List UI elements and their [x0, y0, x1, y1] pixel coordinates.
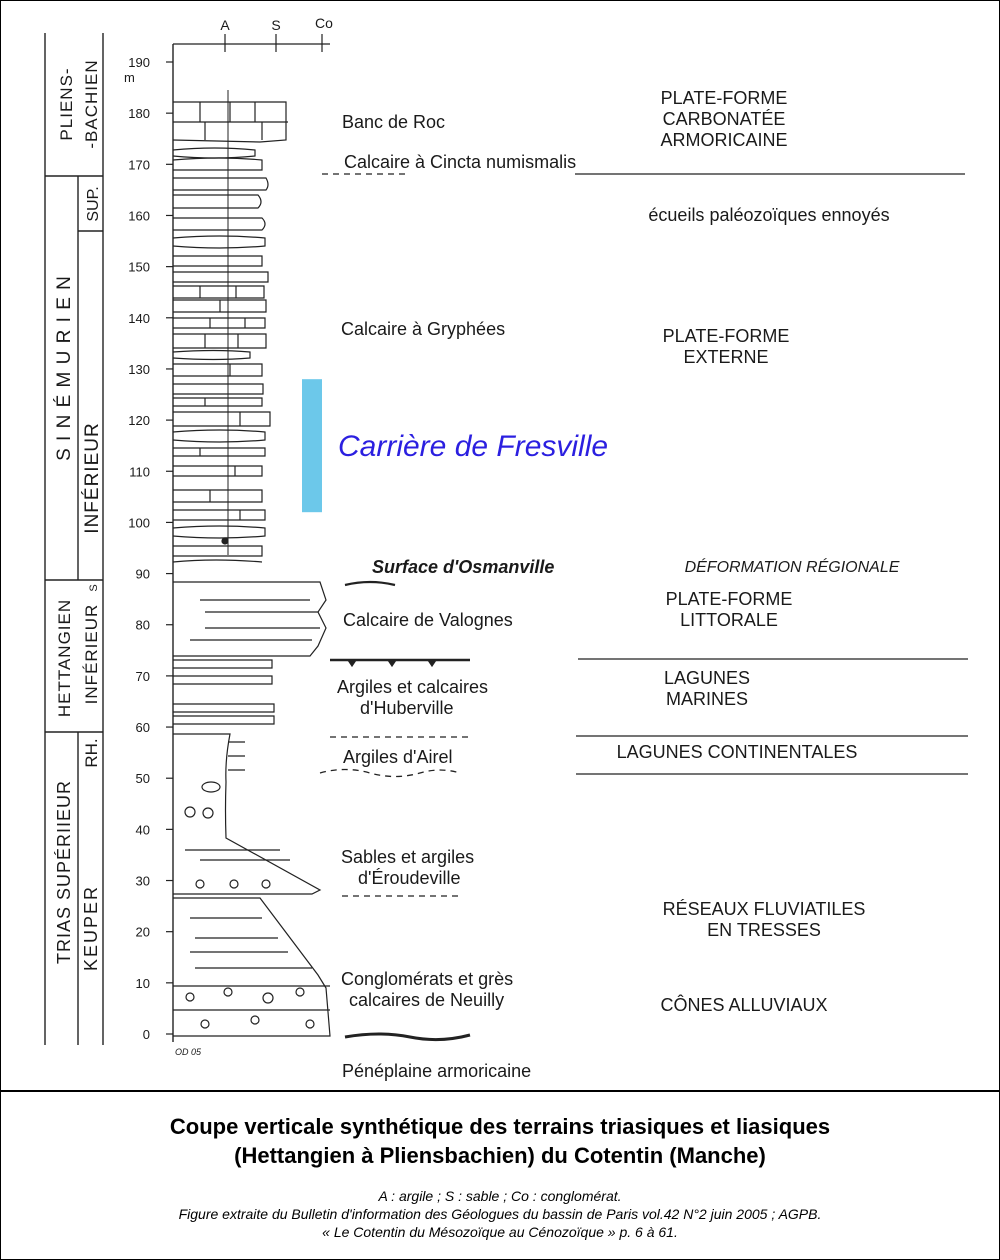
formation-neuilly: calcaires de Neuilly	[349, 990, 505, 1010]
axis-tick-label: 10	[135, 975, 150, 991]
axis-tick-label: 150	[128, 259, 150, 275]
axis-tick-label: 50	[135, 771, 150, 787]
axis-tick-label: 190	[128, 55, 150, 70]
stage-label-rhetien: RH.	[82, 738, 101, 768]
caption-source-line2: « Le Cotentin du Mésozoïque au Cénozoïque » p. 6 à 61.	[322, 1224, 678, 1240]
axis-tick-label: 30	[135, 873, 150, 889]
axis-tick-label: 80	[135, 617, 150, 633]
formation-eroudeville: d'Éroudeville	[358, 868, 461, 888]
axis-tick-label: 170	[128, 157, 150, 173]
axis-tick-label: 20	[135, 924, 150, 940]
formation-boundaries	[320, 174, 968, 1040]
caption-title-line2: (Hettangien à Pliensbachien) du Cotentin (Manche)	[234, 1143, 766, 1168]
stage-label-pliensbachien: PLIENS-	[57, 67, 76, 141]
axis-tick-label: 110	[129, 464, 150, 480]
formation-conglomerats: Conglomérats et grès	[341, 969, 514, 989]
author-mark: OD 05	[175, 1047, 202, 1057]
env-reseaux-fluviatiles-1: RÉSEAUX FLUVIATILES	[662, 899, 866, 919]
formation-peneplaine: Pénéplaine armoricaine	[342, 1061, 532, 1081]
stage-label-sinemurien: S I N É M U R I E N	[54, 275, 75, 461]
caption-legend: A : argile ; S : sable ; Co : conglomérat.	[378, 1188, 622, 1204]
env-lagunes-continentales: LAGUNES CONTINENTALES	[616, 742, 858, 762]
axis-tick-label: 90	[135, 566, 150, 582]
stage-label-sinemurien-sup: SUP.	[85, 186, 102, 222]
env-plateforme-littorale-2: LITTORALE	[680, 610, 778, 630]
env-plateforme-externe-1: PLATE-FORME	[662, 326, 790, 346]
env-cones-alluviaux: CÔNES ALLUVIAUX	[660, 995, 828, 1015]
depth-axis	[124, 44, 173, 1042]
axis-tick-label: 180	[128, 106, 150, 122]
axis-tick-label: 70	[135, 668, 150, 684]
grain-label-argile: A	[220, 17, 230, 33]
grain-label-conglomerat: Co	[315, 15, 333, 31]
axis-tick-label: 40	[135, 822, 150, 838]
fresville-quarry-bar	[302, 379, 322, 512]
env-plateforme-carbonatee-2: CARBONATÉE	[662, 109, 786, 129]
stage-label-trias: TRIAS SUPÉRIIEUR	[54, 779, 74, 965]
env-plateforme-littorale-1: PLATE-FORME	[665, 589, 793, 609]
env-ecueils: écueils paléozoïques ennoyés	[648, 205, 890, 225]
environment-labels	[617, 88, 900, 1015]
formation-argiles-airel: Argiles d'Airel	[343, 747, 453, 767]
env-deformation-regionale: DÉFORMATION RÉGIONALE	[684, 559, 900, 576]
formation-surface-osmanville: Surface d'Osmanville	[372, 557, 555, 577]
fresville-quarry-label: Carrière de Fresville	[338, 430, 609, 463]
axis-tick-label: 130	[128, 361, 150, 377]
formation-calcaire-valognes: Calcaire de Valognes	[343, 610, 513, 630]
axis-tick-label: 120	[128, 413, 150, 429]
env-plateforme-carbonatee-3: ARMORICAINE	[660, 130, 788, 150]
axis-tick-label: 160	[128, 208, 150, 224]
stage-label-keuper: KEUPER	[81, 884, 101, 972]
stage-label-hettangien-inf: INFÉRIEUR	[82, 603, 101, 705]
axis-tick-label: 140	[128, 310, 150, 326]
caption-title-line1: Coupe verticale synthétique des terrains triasiques et liasiques	[169, 1114, 831, 1139]
grain-label-sable: S	[271, 17, 281, 33]
stage-label-pliensbachien-2: -BACHIEN	[82, 59, 101, 149]
caption-source-line1: Figure extraite du Bulletin d'information des Géologues du bassin de Paris vol.42 N°2 juin 2005 ; AGPB.	[178, 1206, 822, 1222]
env-plateforme-externe-2: EXTERNE	[683, 347, 769, 367]
stage-label-hettangien-s: S	[88, 584, 100, 592]
caption-separator	[0, 1090, 1000, 1092]
formation-sables-argiles: Sables et argiles	[341, 847, 475, 867]
env-reseaux-fluviatiles-2: EN TRESSES	[707, 920, 821, 940]
stage-label-sinemurien-inf: INFÉRIEUR	[82, 422, 103, 534]
formation-banc-de-roc: Banc de Roc	[342, 112, 446, 132]
formation-calcaire-gryphees: Calcaire à Gryphées	[341, 319, 506, 339]
formation-calcaire-cincta: Calcaire à Cincta numismalis	[344, 152, 577, 172]
env-lagunes-marines-2: MARINES	[665, 689, 749, 709]
grain-size-scale	[173, 15, 333, 52]
formation-huberville: d'Huberville	[360, 698, 454, 718]
axis-tick-label: 100	[128, 515, 150, 531]
env-lagunes-marines-1: LAGUNES	[663, 668, 751, 688]
lithology-column	[173, 90, 330, 1036]
axis-tick-label: 60	[135, 720, 150, 736]
env-plateforme-carbonatee-1: PLATE-FORME	[660, 88, 788, 108]
axis-unit-label: m	[124, 70, 135, 85]
formation-labels	[337, 112, 576, 1081]
axis-tick-label: 0	[142, 1027, 150, 1042]
caption-title	[0, 1112, 1000, 1170]
formation-argiles-calcaires: Argiles et calcaires	[337, 677, 489, 697]
stage-label-hettangien: HETTANGIEN	[55, 598, 74, 718]
